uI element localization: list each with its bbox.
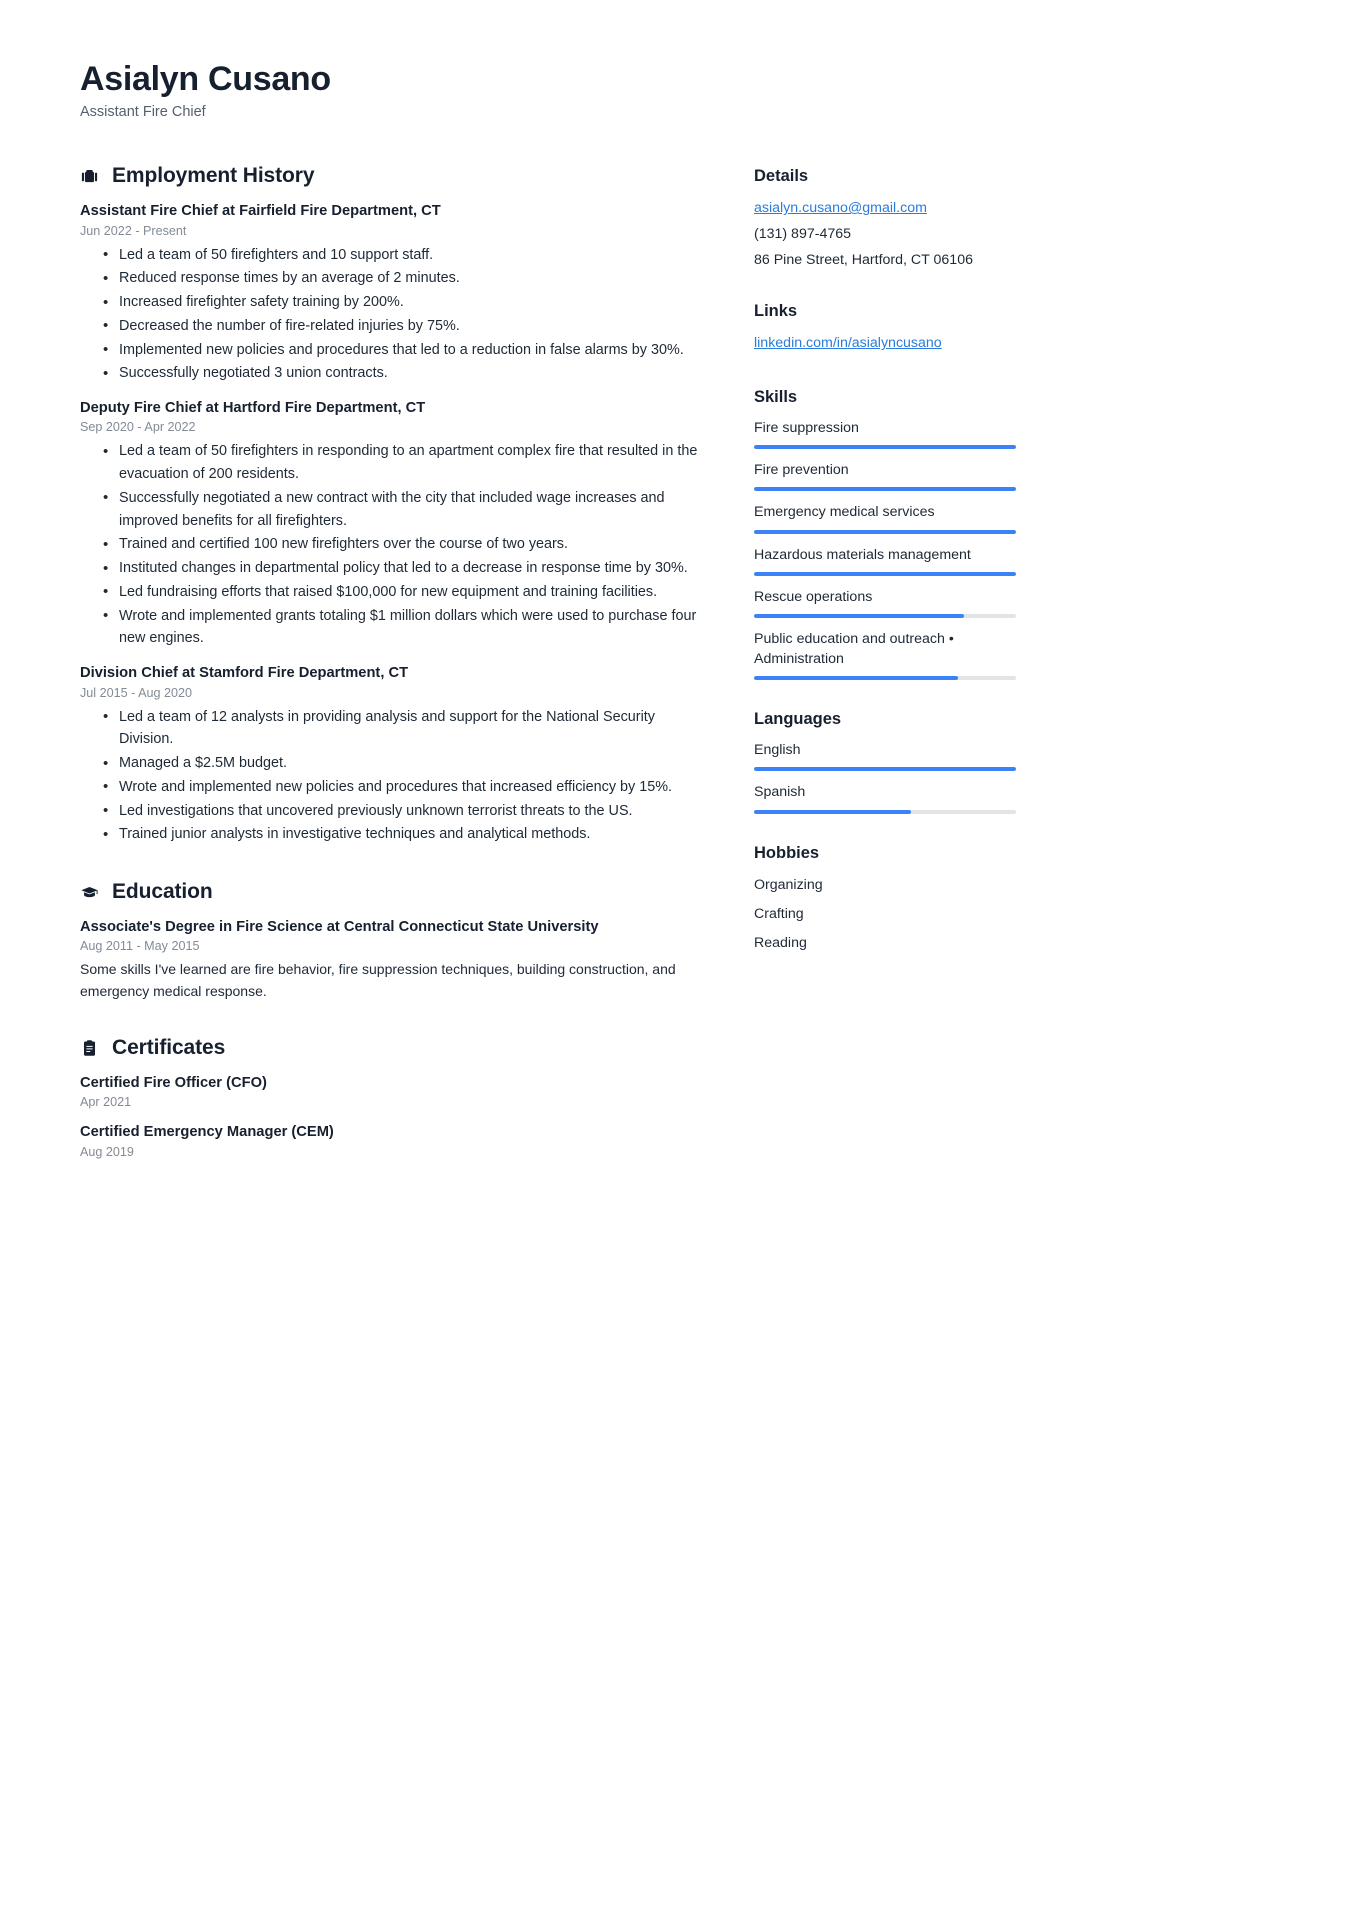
employment-entry [80,399,700,650]
links-heading: Links [754,302,798,321]
entry-title: Assistant Fire Chief at Fairfield Fire Department, CT [80,203,441,220]
bullet-item: • Wrote and implemented new policies and procedures that increased efficiency by 15%. [84,776,700,799]
entry-bullets [84,244,700,386]
skill-label: Rescue operations [754,588,873,605]
skill-level-fill [754,445,1016,449]
language-level-track [754,767,1016,771]
address-text: 86 Pine Street, Hartford, CT 06106 [754,252,973,269]
skill-item [754,545,1044,576]
skill-level-track [754,572,1016,576]
entry-date: Jul 2015 - Aug 2020 [80,685,193,700]
skill-label: Public education and outreach • Administration [754,630,954,668]
employment-entry [80,664,700,846]
language-level-track [754,810,1016,814]
bullet-item: • Trained and certified 100 new firefighters over the course of two years. [84,533,700,556]
skill-level-fill [754,487,1016,491]
skill-level-track [754,676,1016,680]
certificates-heading [80,1036,700,1060]
language-label: Spanish [754,784,806,801]
skill-level-track [754,445,1016,449]
skill-level-fill [754,676,958,680]
skill-level-fill [754,614,964,618]
skill-label: Emergency medical services [754,504,935,521]
skill-label: Hazardous materials management [754,546,971,563]
skill-level-track [754,487,1016,491]
language-item [754,782,1044,813]
details-heading: Details [754,167,809,186]
hobbies-block [754,844,1044,955]
candidate-name: Asialyn Cusano [80,60,331,98]
email-link[interactable]: asialyn.cusano@gmail.com [754,200,927,217]
employment-history-section [80,164,700,846]
section-title: Employment History [112,164,315,188]
entry-title: Division Chief at Stamford Fire Department, CT [80,665,409,682]
skill-item [754,502,1044,533]
sidebar-column [754,164,1044,984]
certificate-entry [80,1074,700,1109]
bullet-item: • Successfully negotiated 3 union contracts. [84,362,700,385]
entry-date: Apr 2021 [80,1095,132,1110]
education-entry [80,918,700,1002]
hobby-item: Organizing [754,876,823,893]
language-label: English [754,742,801,759]
graduation-cap-icon [80,883,99,902]
entry-title: Deputy Fire Chief at Hartford Fire Department, CT [80,400,426,416]
bullet-item: • Trained junior analysts in investigative techniques and analytical methods. [84,823,700,846]
skill-label: Fire prevention [754,462,849,479]
skill-level-track [754,530,1016,534]
entry-title: Certified Fire Officer (CFO) [80,1075,267,1091]
briefcase-icon [80,167,99,186]
skill-level-fill [754,530,1016,534]
language-level-fill [754,810,911,814]
bullet-item: • Implemented new policies and procedures that led to a reduction in false alarms by 30%. [84,339,700,362]
skill-item [754,418,1044,449]
entry-bullets [84,706,700,847]
entry-title: Associate's Degree in Fire Science at Central Connecticut State University [80,919,599,936]
hobbies-heading: Hobbies [754,843,820,862]
skill-item [754,629,1044,680]
linkedin-link[interactable]: linkedin.com/in/asialyncusano [754,335,942,352]
skills-block [754,388,1044,680]
skill-level-track [754,614,1016,618]
languages-heading: Languages [754,710,842,729]
resume-header [80,60,1040,120]
main-column [80,164,700,1193]
entry-date: Aug 2011 - May 2015 [80,939,200,954]
candidate-job-title: Assistant Fire Chief [80,104,206,121]
languages-block [754,710,1044,813]
certificates-section [80,1036,700,1159]
certificate-icon [80,1039,99,1058]
bullet-item: • Wrote and implemented grants totaling $1 million dollars which were used to purchase four new engines. [84,605,700,651]
hobby-item: Crafting [754,905,804,922]
bullet-item: • Increased firefighter safety training by 200%. [84,291,700,314]
bullet-item: • Led investigations that uncovered previously unknown terrorist threats to the US. [84,800,700,823]
education-section [80,880,700,1002]
skill-item [754,587,1044,618]
language-level-fill [754,767,1016,771]
bullet-item: • Led a team of 50 firefighters in responding to an apartment complex fire that resulted in the evacuation of 200 residents. [84,440,700,486]
entry-description: Some skills I've learned are fire behavior, fire suppression techniques, building construction, and emergency medical response. [80,961,676,999]
skills-heading: Skills [754,388,798,407]
language-item [754,740,1044,771]
section-title: Certificates [112,1036,226,1059]
bullet-item: • Successfully negotiated a new contract with the city that included wage increases and improved benefits for all firefighters. [84,487,700,533]
entry-title: Certified Emergency Manager (CEM) [80,1124,334,1141]
bullet-item: • Decreased the number of fire-related injuries by 75%. [84,315,700,338]
bullet-item: • Instituted changes in departmental policy that led to a decrease in response time by 30%. [84,557,700,580]
entry-date: Aug 2019 [80,1144,134,1159]
skill-item [754,460,1044,491]
links-block [754,302,1044,358]
bullet-item: • Led fundraising efforts that raised $100,000 for new equipment and training facilities. [84,581,700,604]
bullet-item: • Led a team of 12 analysts in providing analysis and support for the National Security Division. [84,706,700,752]
skill-level-fill [754,572,1016,576]
details-block [754,167,1044,272]
section-title: Education [112,880,213,904]
bullet-item: • Reduced response times by an average of 2 minutes. [84,267,700,290]
phone-text: (131) 897-4765 [754,226,852,243]
employment-history-heading [80,164,700,188]
skill-label: Fire suppression [754,420,859,437]
employment-entry [80,202,700,385]
education-heading [80,880,700,904]
hobby-item: Reading [754,934,807,951]
entry-bullets [84,440,700,650]
bullet-item: • Managed a $2.5M budget. [84,752,700,775]
entry-date: Sep 2020 - Apr 2022 [80,420,196,435]
certificate-entry [80,1123,700,1158]
entry-date: Jun 2022 - Present [80,223,187,238]
resume-columns [80,164,1040,1193]
bullet-item: • Led a team of 50 firefighters and 10 support staff. [84,244,700,267]
